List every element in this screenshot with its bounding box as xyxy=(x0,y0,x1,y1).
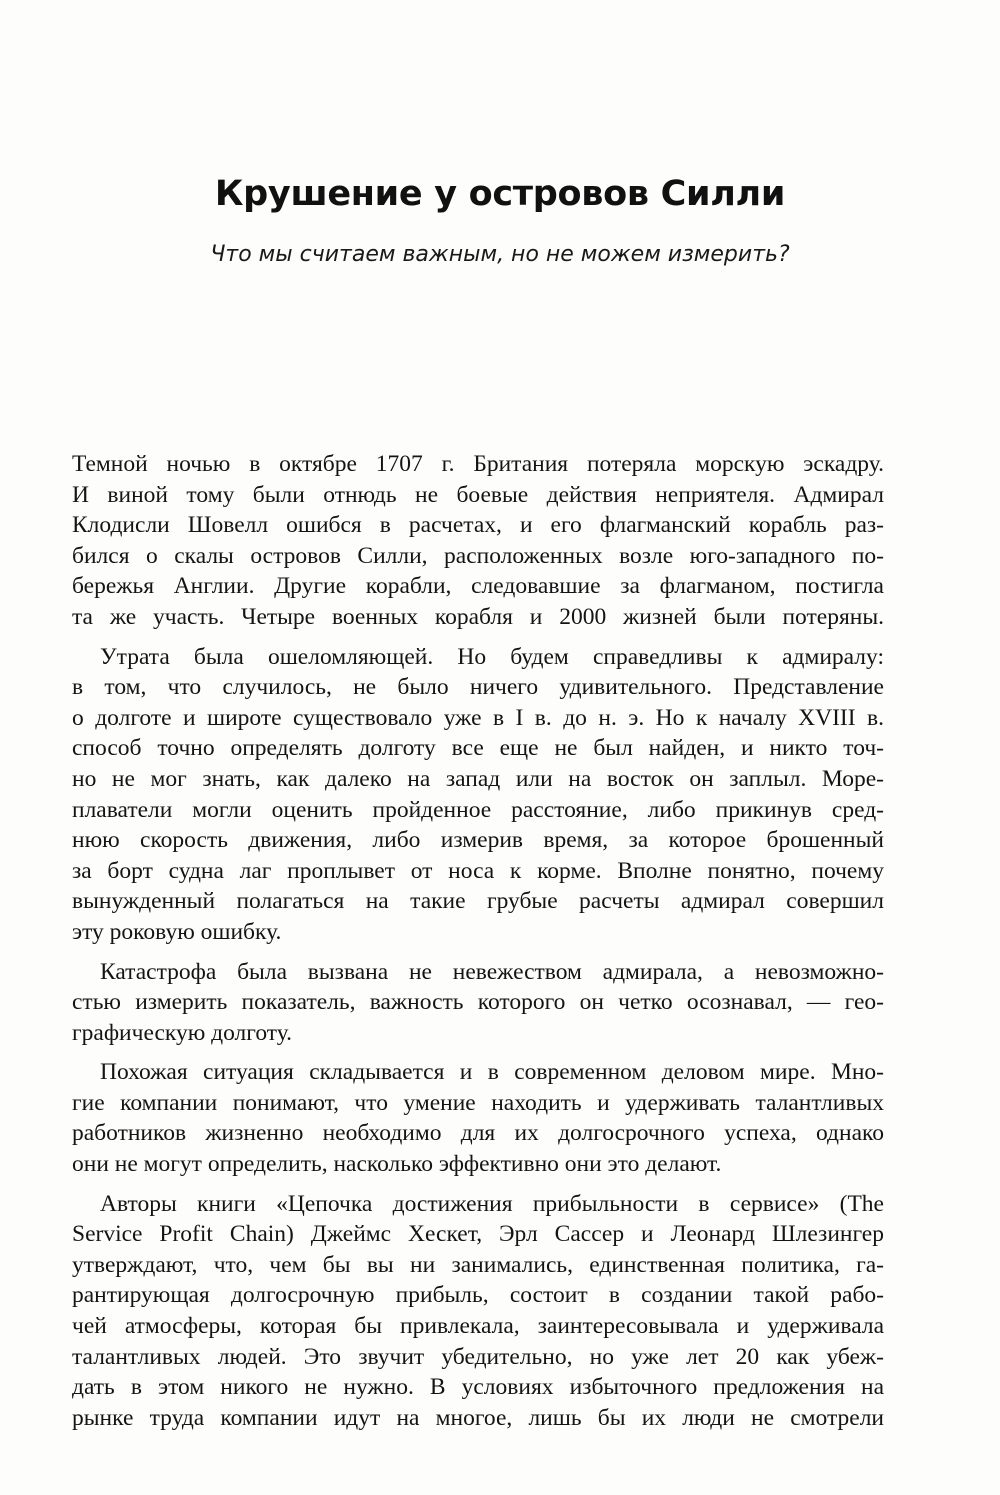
chapter-subtitle: Что мы считаем важным, но не можем измерить? xyxy=(210,242,790,267)
text-line: Утрата была ошеломляющей. Но будем справедливы к адмиралу: xyxy=(100,643,884,670)
text-line: Клодисли Шовелл ошибся в расчетах, и его флагманский корабль раз- xyxy=(72,512,884,539)
text-line: эту роковую ошибку. xyxy=(72,918,282,945)
text-line: гие компании понимают, что умение находить и удерживать талантливых xyxy=(72,1089,884,1116)
text-line: в том, что случилось, не было ничего удивительного. Представление xyxy=(72,674,884,701)
text-line: стью измерить показатель, важность которого он четко осознавал, — гео- xyxy=(72,989,884,1016)
text-line: но не мог знать, как далеко на запад или на восток он заплыл. Море- xyxy=(72,765,884,792)
text-line: плаватели могли оценить пройденное расстояние, либо прикинув сред- xyxy=(72,796,884,823)
text-line: И виной тому были отнюдь не боевые действия неприятеля. Адмирал xyxy=(72,481,884,508)
chapter-title: Крушение у островов Силли xyxy=(214,174,786,214)
text-line: та же участь. Четыре военных корабля и 2000 жизней были потеряны. xyxy=(72,603,884,630)
text-line: Катастрофа была вызвана не невежеством адмирала, а невозможно- xyxy=(100,958,884,985)
text-line: бился о скалы островов Силли, расположенных возле юго-западного по- xyxy=(72,542,884,569)
paragraph xyxy=(72,642,884,948)
text-line: за борт судна лаг проплывет от носа к корме. Вполне понятно, почему xyxy=(72,857,884,884)
text-line: чей атмосферы, которая бы привлекала, заинтересовывала и удерживала xyxy=(72,1313,884,1340)
text-line: нюю скорость движения, либо измерив время, за которое брошенный xyxy=(72,827,884,854)
text-line: талантливых людей. Это звучит убедительно, но уже лет 20 как убеж- xyxy=(72,1343,884,1370)
text-line: рынке труда компании идут на многое, лишь бы их люди не смотрели xyxy=(72,1404,884,1431)
text-line: Темной ночью в октябре 1707 г. Британия потеряла морскую эскадру. xyxy=(72,451,884,477)
text-line: рантирующая долгосрочную прибыль, состоит в создании такой рабо- xyxy=(72,1282,884,1309)
text-line: работников жизненно необходимо для их долгосрочного успеха, однако xyxy=(72,1120,884,1147)
text-line: вынужденный полагаться на такие грубые расчеты адмирал совершил xyxy=(72,888,884,915)
text-line: они не могут определить, насколько эффективно они это делают. xyxy=(72,1151,722,1178)
text-line: утверждают, что, чем бы вы ни занимались, единственная политика, га- xyxy=(72,1251,884,1278)
paragraph xyxy=(72,449,884,633)
text-line: Service Profit Chain) Джеймс Хескет, Эрл Сассер и Леонард Шлезингер xyxy=(72,1221,884,1248)
text-line: Авторы книги «Цепочка достижения прибыльности в сервисе» (The xyxy=(100,1190,884,1217)
paragraph xyxy=(72,1189,884,1434)
text-line: Похожая ситуация складывается и в современном деловом мире. Мно- xyxy=(100,1059,884,1086)
text-line: о долготе и широте существовало уже в I в. до н. э. Но к началу XVIII в. xyxy=(72,704,884,731)
text-line: графическую долготу. xyxy=(72,1019,293,1046)
paragraph xyxy=(72,957,884,1049)
text-line: способ точно определять долготу все еще не был найден, и никто точ- xyxy=(72,735,884,762)
paragraph xyxy=(72,1057,884,1179)
text-line: дать в этом никого не нужно. В условиях избыточного предложения на xyxy=(72,1374,884,1401)
body-text xyxy=(72,449,884,1433)
text-line: бережья Англии. Другие корабли, следовавшие за флагманом, постигла xyxy=(72,573,884,600)
